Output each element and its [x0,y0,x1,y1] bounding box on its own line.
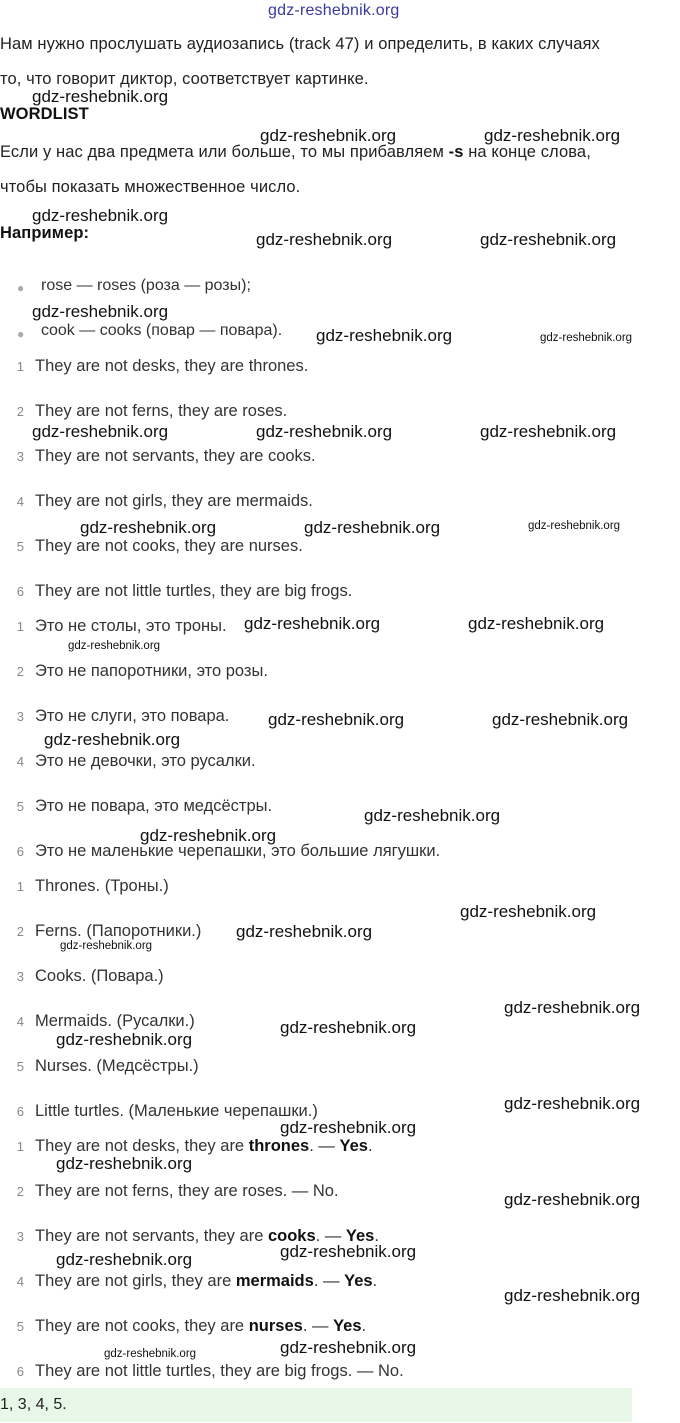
item-number: 2 [16,924,24,939]
list-item: They are not ferns, they are roses. — No. [35,1182,339,1200]
rule-text-post: на конце слова, [463,143,591,161]
list-item: Mermaids. (Русалки.) [35,1012,195,1030]
wordlist-heading: WORDLIST [0,105,89,123]
watermark: gdz-reshebnik.org [44,730,181,749]
watermark: gdz-reshebnik.org [56,1250,193,1269]
check-text: They are not cooks, they are [35,1317,249,1335]
item-number: 1 [16,619,24,634]
watermark: gdz-reshebnik.org [540,332,633,344]
intro-line-1: Нам нужно прослушать аудиозапись (track 47) и определить, в каких случаях [0,35,600,53]
watermark: gdz-reshebnik.org [280,1338,417,1357]
check-text: They are not girls, they are [35,1272,236,1290]
check-word: cooks [267,1227,316,1245]
item-number: 2 [16,664,24,679]
list-item: Это не повара, это медсёстры. [35,797,273,815]
watermark: gdz-reshebnik.org [256,230,393,249]
item-number: 5 [16,1319,24,1334]
watermark: gdz-reshebnik.org [280,1118,417,1137]
list-item: They are not little turtles, they are big frogs. — No. [35,1362,404,1380]
list-item: Это не папоротники, это розы. [35,662,268,680]
list-item: Thrones. (Троны.) [35,877,169,895]
check-word: mermaids [235,1272,314,1290]
watermark: gdz-reshebnik.org [304,518,441,537]
watermark: gdz-reshebnik.org [60,940,153,952]
example-heading: Например: [0,224,90,242]
watermark: gdz-reshebnik.org [32,302,169,321]
watermark: gdz-reshebnik.org [504,1286,641,1305]
answer-text: 1, 3, 4, 5. [0,1396,67,1413]
list-item: They are not girls, they are mermaids. [35,492,313,510]
check-verdict: Yes [344,1272,373,1290]
list-item: They are not desks, they are thrones. [35,357,309,375]
list-item: They are not cooks, they are nurses. [35,537,303,555]
item-number: 3 [16,969,24,984]
item-number: 6 [16,844,24,859]
bullet-icon: ● [17,327,25,341]
watermark: gdz-reshebnik.org [56,1030,193,1049]
watermark: gdz-reshebnik.org [244,614,381,633]
item-number: 1 [16,1139,24,1154]
watermark: gdz-reshebnik.org [504,1190,641,1209]
check-end: . [372,1272,378,1290]
watermark: gdz-reshebnik.org [504,998,641,1017]
check-dash: . — [313,1272,345,1290]
watermark: gdz-reshebnik.org [528,520,621,532]
watermark: gdz-reshebnik.org [484,126,621,145]
watermark: gdz-reshebnik.org [260,126,397,145]
watermark: gdz-reshebnik.org [460,902,597,921]
watermark-top: gdz-reshebnik.org [268,2,400,19]
example-item: rose — roses (роза — розы); [41,277,251,294]
item-number: 6 [16,584,24,599]
watermark: gdz-reshebnik.org [32,87,169,106]
watermark: gdz-reshebnik.org [316,326,453,345]
check-dash: . — [302,1317,334,1335]
watermark: gdz-reshebnik.org [492,710,629,729]
watermark: gdz-reshebnik.org [32,422,169,441]
watermark: gdz-reshebnik.org [68,640,161,652]
item-number: 3 [16,449,24,464]
check-word: nurses [248,1317,303,1335]
check-verdict: Yes [345,1227,375,1245]
item-number: 5 [16,539,24,554]
item-number: 3 [16,709,24,724]
list-item: Это не девочки, это русалки. [35,752,256,770]
item-number: 5 [16,1059,24,1074]
watermark: gdz-reshebnik.org [280,1018,417,1037]
watermark: gdz-reshebnik.org [364,806,501,825]
item-number: 4 [16,1014,24,1029]
list-item [35,1317,366,1336]
example-item: cook — cooks (повар — повара). [41,322,283,339]
watermark: gdz-reshebnik.org [256,422,393,441]
item-number: 4 [16,1274,24,1289]
check-end: . [374,1227,379,1245]
watermark: gdz-reshebnik.org [268,710,405,729]
check-end: . [361,1317,367,1335]
check-dash: . — [309,1137,340,1155]
check-text: They are not desks, they are [35,1137,249,1155]
check-verdict: Yes [339,1137,368,1155]
watermark: gdz-reshebnik.org [104,1348,197,1360]
intro-line-2: то, что говорит диктор, соответствует картинке. [0,70,369,88]
answer-box [0,1388,632,1422]
list-item: They are not servants, they are cooks. [35,447,316,465]
item-number: 2 [16,404,24,419]
item-number: 1 [16,359,24,374]
watermark: gdz-reshebnik.org [80,518,217,537]
list-item: They are not little turtles, they are big frogs. [35,582,353,600]
item-number: 4 [16,494,24,509]
item-number: 5 [16,799,24,814]
item-number: 6 [16,1364,24,1379]
watermark: gdz-reshebnik.org [480,230,617,249]
list-item: Little turtles. (Маленькие черепашки.) [35,1102,318,1120]
watermark: gdz-reshebnik.org [504,1094,641,1113]
item-number: 2 [16,1184,24,1199]
bullet-icon: ● [17,281,25,295]
watermark: gdz-reshebnik.org [236,922,373,941]
rule-suffix: -s [448,143,464,161]
watermark: gdz-reshebnik.org [480,422,617,441]
list-item: Это не слуги, это повара. [35,707,230,725]
item-number: 3 [16,1229,24,1244]
item-number: 1 [16,879,24,894]
watermark: gdz-reshebnik.org [140,826,277,845]
check-text: They are not servants, they are [35,1227,268,1245]
item-number: 6 [16,1104,24,1119]
list-item [35,1272,377,1291]
watermark: gdz-reshebnik.org [468,614,605,633]
check-end: . [367,1137,373,1155]
watermark: gdz-reshebnik.org [56,1154,193,1173]
check-dash: . — [315,1227,346,1245]
list-item: Ferns. (Папоротники.) [35,922,202,940]
list-item: Cooks. (Повара.) [35,967,164,985]
wordlist-rule-line-2: чтобы показать множественное число. [0,178,301,196]
list-item: Это не маленькие черепашки, это большие лягушки. [35,842,441,860]
rule-text-pre: Если у нас два предмета или больше, то мы прибавляем [0,143,449,161]
list-item: Nurses. (Медсёстры.) [35,1057,199,1075]
watermark: gdz-reshebnik.org [280,1242,417,1261]
check-word: thrones [248,1137,310,1155]
list-item: Это не столы, это троны. [35,617,227,635]
item-number: 4 [16,754,24,769]
watermark: gdz-reshebnik.org [32,206,169,225]
list-item: They are not ferns, they are roses. [35,402,288,420]
check-verdict: Yes [333,1317,362,1335]
